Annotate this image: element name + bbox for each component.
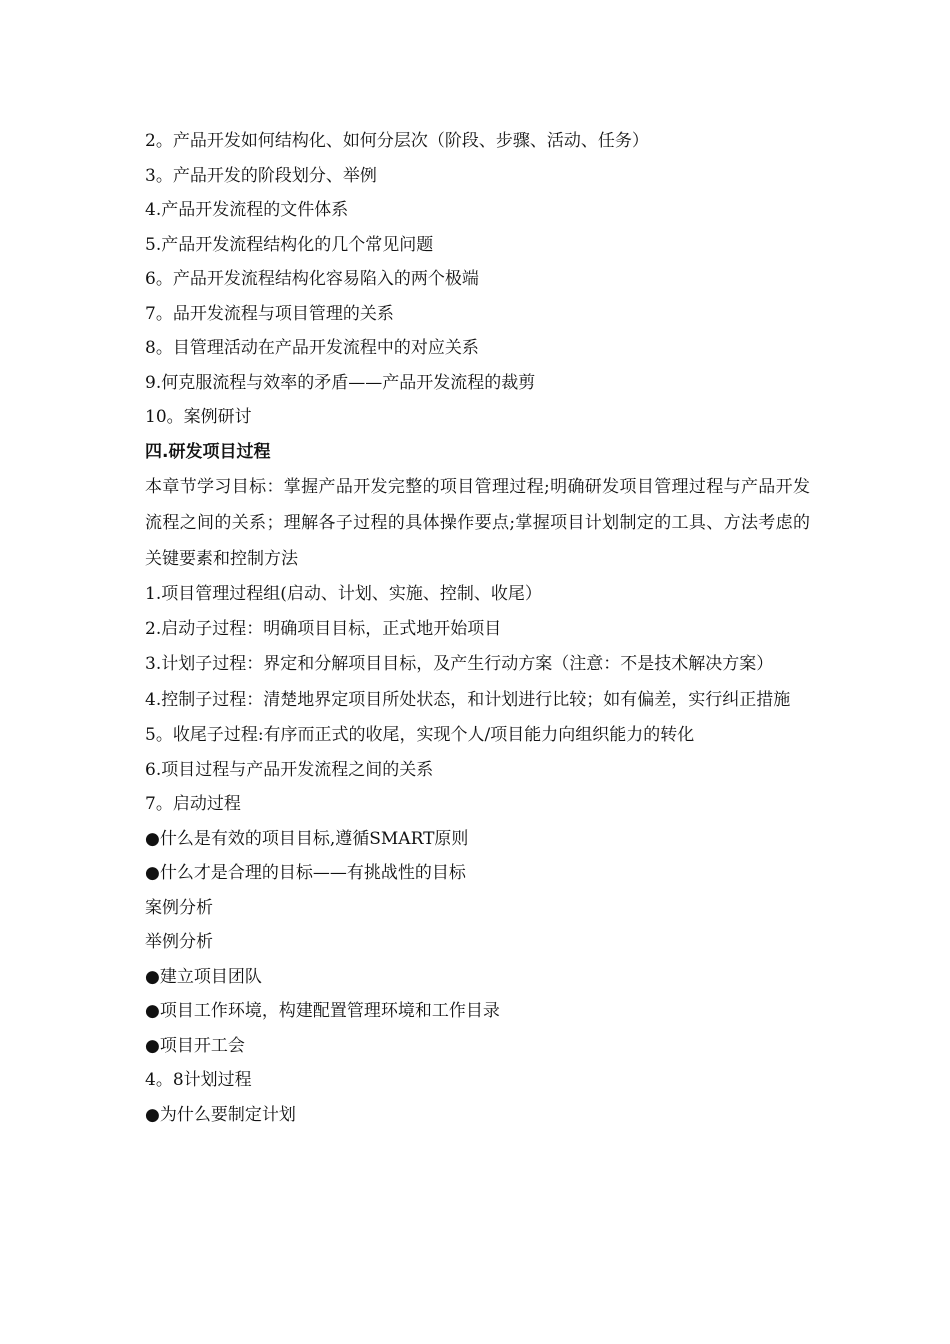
list-item: 4.产品开发流程的文件体系 <box>145 200 349 220</box>
bullet-item: ●项目开工会 <box>145 1035 245 1056</box>
list-item: 6。产品开发流程结构化容易陷入的两个极端 <box>145 269 479 289</box>
list-item: 案例分析 <box>145 897 213 918</box>
bullet-item: ●为什么要制定计划 <box>145 1104 296 1125</box>
learning-objective-paragraph: 本章节学习目标：掌握产品开发完整的项目管理过程;明确研发项目管理过程与产品开发流程之间的关系；理解各子过程的具体操作要点;掌握项目计划制定的工具、方法考虑的关键要素和控制方法 <box>145 477 810 569</box>
list-item: 5.产品开发流程结构化的几个常见问题 <box>145 234 434 255</box>
list-item: 1.项目管理过程组(启动、计划、实施、控制、收尾） <box>145 584 542 604</box>
list-item: 8。目管理活动在产品开发流程中的对应关系 <box>145 338 479 358</box>
document-page <box>145 124 815 1132</box>
list-item-wrapped: 3.计划子过程：界定和分解项目目标，及产生行动方案（注意：不是技术解决方案） <box>145 654 774 674</box>
list-item: 2.启动子过程：明确项目目标，正式地开始项目 <box>145 618 502 639</box>
list-item: 6.项目过程与产品开发流程之间的关系 <box>145 759 434 780</box>
bullet-item: ●什么是有效的项目目标,遵循SMART原则 <box>145 828 469 849</box>
list-item: 7。品开发流程与项目管理的关系 <box>145 303 394 324</box>
bullet-item: ●建立项目团队 <box>145 966 262 987</box>
list-item: 2。产品开发如何结构化、如何分层次（阶段、步骤、活动、任务） <box>145 131 649 151</box>
list-item: 3。产品开发的阶段划分、举例 <box>145 165 377 186</box>
bullet-item: ●什么才是合理的目标——有挑战性的目标 <box>145 863 466 883</box>
list-item: 举例分析 <box>145 932 213 952</box>
list-item: 9.何克服流程与效率的矛盾——产品开发流程的裁剪 <box>145 372 536 393</box>
list-item-wrapped: 4.控制子过程：清楚地界定项目所处状态，和计划进行比较；如有偏差，实行纠正措施 <box>145 690 791 710</box>
list-item: 5。收尾子过程:有序而正式的收尾，实现个人/项目能力向组织能力的转化 <box>145 725 695 745</box>
list-item: 4。8计划过程 <box>145 1070 252 1090</box>
section-heading: 四.研发项目过程 <box>145 441 271 462</box>
list-item: 7。启动过程 <box>145 794 241 814</box>
bullet-item: ●项目工作环境，构建配置管理环境和工作目录 <box>145 1001 500 1021</box>
list-item: 10。案例研讨 <box>145 407 252 427</box>
